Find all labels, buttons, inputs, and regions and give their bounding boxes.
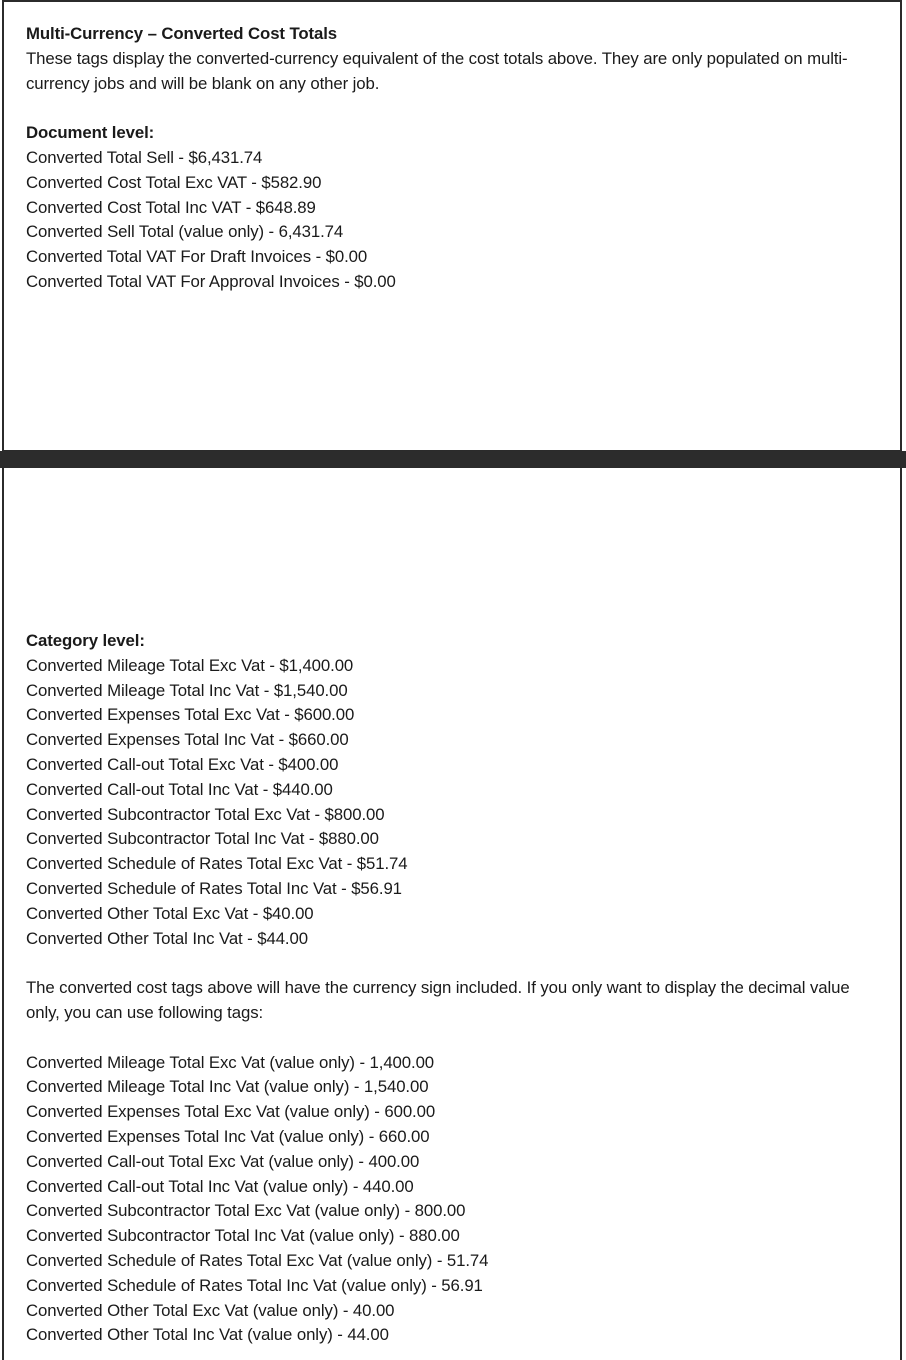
page-2-content — [26, 629, 880, 1348]
document-level-item: Converted Total VAT For Approval Invoices - $0.00 — [26, 271, 396, 291]
intro-paragraph: These tags display the converted-currency equivalent of the cost totals above. They are only populated on multi-currency jobs and will be blank on any other job. — [26, 48, 848, 93]
category-level-item: Converted Expenses Total Exc Vat - $600.00 — [26, 705, 355, 725]
value-only-item: Converted Expenses Total Inc Vat (value only) - 660.00 — [26, 1126, 430, 1146]
value-only-item: Converted Expenses Total Exc Vat (value only) - 600.00 — [26, 1102, 436, 1122]
value-only-item: Converted Subcontractor Total Inc Vat (value only) - 880.00 — [26, 1226, 460, 1246]
document-level-list — [26, 146, 880, 295]
category-level-item: Converted Mileage Total Exc Vat - $1,400.00 — [26, 655, 354, 675]
page-separator — [0, 451, 906, 468]
document-level-item: Converted Total VAT For Draft Invoices - $0.00 — [26, 247, 368, 267]
category-level-heading: Category level: — [26, 631, 145, 650]
category-level-item: Converted Other Total Inc Vat - $44.00 — [26, 928, 308, 948]
document-page-1 — [2, 0, 902, 452]
value-only-item: Converted Call-out Total Inc Vat (value only) - 440.00 — [26, 1176, 414, 1196]
document-level-item: Converted Total Sell - $6,431.74 — [26, 147, 263, 167]
value-only-item: Converted Schedule of Rates Total Exc Vat (value only) - 51.74 — [26, 1250, 489, 1270]
category-level-item: Converted Schedule of Rates Total Exc Vat - $51.74 — [26, 854, 408, 874]
value-only-list — [26, 1051, 880, 1349]
currency-sign-note: The converted cost tags above will have the currency sign included. If you only want to display the decimal value only, you can use following tags: — [26, 978, 850, 1022]
spacer — [26, 1026, 880, 1051]
value-only-item: Converted Call-out Total Exc Vat (value only) - 400.00 — [26, 1151, 420, 1171]
spacer — [26, 951, 880, 976]
category-level-item: Converted Subcontractor Total Exc Vat - $800.00 — [26, 804, 385, 824]
value-only-item: Converted Other Total Inc Vat (value only) - 44.00 — [26, 1325, 389, 1345]
category-level-item: Converted Call-out Total Exc Vat - $400.00 — [26, 754, 339, 774]
page-1-content — [26, 22, 880, 295]
category-level-item: Converted Expenses Total Inc Vat - $660.00 — [26, 730, 349, 750]
value-only-item: Converted Subcontractor Total Exc Vat (value only) - 800.00 — [26, 1201, 466, 1221]
value-only-item: Converted Other Total Exc Vat (value only) - 40.00 — [26, 1300, 395, 1320]
document-level-item: Converted Cost Total Inc VAT - $648.89 — [26, 197, 316, 217]
document-page-2 — [2, 468, 902, 1360]
value-only-item: Converted Mileage Total Exc Vat (value only) - 1,400.00 — [26, 1052, 435, 1072]
document-level-item: Converted Cost Total Exc VAT - $582.90 — [26, 172, 322, 192]
spacer — [26, 96, 880, 121]
document-level-item: Converted Sell Total (value only) - 6,431.74 — [26, 222, 344, 242]
category-level-item: Converted Mileage Total Inc Vat - $1,540.00 — [26, 680, 348, 700]
category-level-list — [26, 654, 880, 952]
category-level-item: Converted Call-out Total Inc Vat - $440.00 — [26, 779, 333, 799]
value-only-item: Converted Mileage Total Inc Vat (value only) - 1,540.00 — [26, 1077, 429, 1097]
category-level-item: Converted Other Total Exc Vat - $40.00 — [26, 903, 314, 923]
document-level-heading: Document level: — [26, 123, 155, 143]
category-level-item: Converted Subcontractor Total Inc Vat - $880.00 — [26, 829, 379, 849]
section-title: Multi-Currency – Converted Cost Totals — [26, 24, 338, 43]
category-level-item: Converted Schedule of Rates Total Inc Vat - $56.91 — [26, 878, 402, 898]
value-only-item: Converted Schedule of Rates Total Inc Vat (value only) - 56.91 — [26, 1275, 483, 1295]
